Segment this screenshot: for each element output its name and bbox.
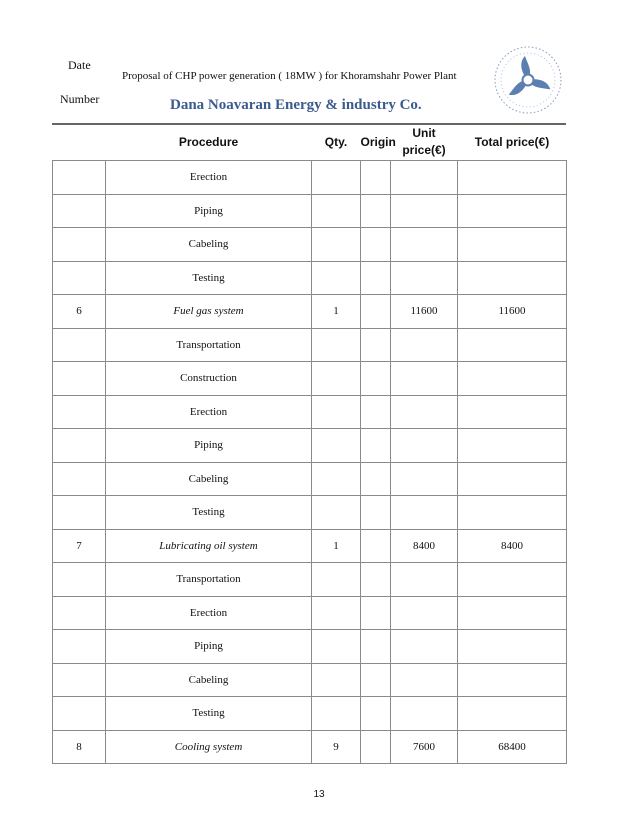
total-price-cell [458, 261, 567, 295]
origin-cell [361, 529, 391, 563]
procedure-cell: Piping [106, 429, 312, 463]
table-row [53, 328, 567, 362]
procedure-cell: Testing [106, 261, 312, 295]
qty-cell [312, 596, 361, 630]
qty-cell [312, 663, 361, 697]
table-row [53, 663, 567, 697]
procedure-cell: Lubricating oil system [106, 529, 312, 563]
row-number-cell [53, 161, 106, 195]
origin-cell [361, 596, 391, 630]
row-number-cell [53, 697, 106, 731]
qty-cell [312, 697, 361, 731]
unit-price-cell [391, 496, 458, 530]
procedure-cell: Cabeling [106, 228, 312, 262]
qty-cell [312, 496, 361, 530]
company-logo-icon [492, 44, 564, 116]
row-number-cell [53, 194, 106, 228]
row-number-cell [53, 261, 106, 295]
table-row [53, 563, 567, 597]
table-row [53, 429, 567, 463]
qty-cell [312, 261, 361, 295]
table-row [53, 596, 567, 630]
row-number-cell [53, 462, 106, 496]
procedure-cell: Piping [106, 630, 312, 664]
unit-price-cell [391, 328, 458, 362]
qty-cell: 1 [312, 295, 361, 329]
row-number-cell [53, 395, 106, 429]
qty-cell [312, 462, 361, 496]
row-number-cell [53, 496, 106, 530]
qty-cell [312, 228, 361, 262]
origin-cell [361, 630, 391, 664]
table-row [53, 161, 567, 195]
unit-price-cell: 8400 [391, 529, 458, 563]
procedure-cell: Erection [106, 596, 312, 630]
total-price-cell [458, 496, 567, 530]
number-label: Number [60, 92, 100, 106]
proposal-title: Proposal of CHP power generation ( 18MW ) for Khoramshahr Power Plant [122, 70, 457, 82]
unit-price-cell [391, 194, 458, 228]
qty-cell [312, 328, 361, 362]
procedure-cell: Testing [106, 496, 312, 530]
total-price-cell [458, 596, 567, 630]
table-row [53, 194, 567, 228]
procedure-cell: Cooling system [106, 730, 312, 764]
total-price-cell: 11600 [458, 295, 567, 329]
table-row [53, 362, 567, 396]
table-row [53, 228, 567, 262]
origin-cell [361, 295, 391, 329]
total-price-cell [458, 328, 567, 362]
row-number-cell [53, 362, 106, 396]
total-price-cell: 8400 [458, 529, 567, 563]
table-row [53, 529, 567, 563]
origin-cell [361, 496, 391, 530]
unit-price-cell [391, 228, 458, 262]
total-price-cell [458, 161, 567, 195]
unit-price-cell [391, 697, 458, 731]
origin-cell [361, 462, 391, 496]
unit-price-cell [391, 261, 458, 295]
total-price-cell [458, 697, 567, 731]
unit-price-cell [391, 395, 458, 429]
unit-price-cell [391, 362, 458, 396]
unit-price-cell: 11600 [391, 295, 458, 329]
unit-price-cell: 7600 [391, 730, 458, 764]
qty-cell [312, 630, 361, 664]
total-price-cell [458, 228, 567, 262]
row-number-cell [53, 563, 106, 597]
col-header-unit-price: Unit price(€) [391, 124, 458, 161]
procedure-cell: Cabeling [106, 663, 312, 697]
procedure-table [52, 124, 567, 764]
col-header-total-price: Total price(€) [458, 124, 567, 161]
total-price-cell [458, 462, 567, 496]
unit-price-cell [391, 161, 458, 195]
unit-price-cell [391, 663, 458, 697]
procedure-cell: Fuel gas system [106, 295, 312, 329]
procedure-cell: Erection [106, 161, 312, 195]
unit-price-cell [391, 429, 458, 463]
total-price-cell [458, 630, 567, 664]
origin-cell [361, 395, 391, 429]
date-label: Date [68, 58, 91, 72]
qty-cell [312, 362, 361, 396]
qty-cell [312, 429, 361, 463]
row-number-cell: 7 [53, 529, 106, 563]
procedure-cell: Transportation [106, 328, 312, 362]
row-number-cell [53, 429, 106, 463]
qty-cell [312, 194, 361, 228]
origin-cell [361, 429, 391, 463]
origin-cell [361, 261, 391, 295]
origin-cell [361, 663, 391, 697]
unit-price-cell [391, 563, 458, 597]
qty-cell [312, 563, 361, 597]
table-row [53, 697, 567, 731]
qty-cell: 1 [312, 529, 361, 563]
table-row [53, 261, 567, 295]
qty-cell: 9 [312, 730, 361, 764]
procedure-cell: Construction [106, 362, 312, 396]
row-number-cell [53, 630, 106, 664]
table-row [53, 395, 567, 429]
row-number-cell: 8 [53, 730, 106, 764]
total-price-cell [458, 362, 567, 396]
unit-price-cell [391, 596, 458, 630]
row-number-cell: 6 [53, 295, 106, 329]
company-name: Dana Noavaran Energy & industry Co. [170, 97, 422, 113]
col-header-origin: Origin [361, 124, 391, 161]
row-number-cell [53, 328, 106, 362]
total-price-cell [458, 395, 567, 429]
table-row [53, 496, 567, 530]
origin-cell [361, 697, 391, 731]
origin-cell [361, 563, 391, 597]
table-row [53, 295, 567, 329]
unit-price-cell [391, 462, 458, 496]
col-header-procedure: Procedure [106, 124, 312, 161]
table-row [53, 730, 567, 764]
qty-cell [312, 161, 361, 195]
total-price-cell [458, 194, 567, 228]
origin-cell [361, 194, 391, 228]
unit-price-cell [391, 630, 458, 664]
table-row [53, 630, 567, 664]
procedure-cell: Erection [106, 395, 312, 429]
procedure-cell: Cabeling [106, 462, 312, 496]
origin-cell [361, 362, 391, 396]
origin-cell [361, 228, 391, 262]
qty-cell [312, 395, 361, 429]
col-header-qty: Qty. [312, 124, 361, 161]
origin-cell [361, 328, 391, 362]
row-number-cell [53, 596, 106, 630]
procedure-cell: Testing [106, 697, 312, 731]
total-price-cell: 68400 [458, 730, 567, 764]
row-number-cell [53, 228, 106, 262]
procedure-cell: Piping [106, 194, 312, 228]
procedure-cell: Transportation [106, 563, 312, 597]
page-number: 13 [313, 789, 325, 800]
total-price-cell [458, 429, 567, 463]
total-price-cell [458, 563, 567, 597]
origin-cell [361, 730, 391, 764]
table-row [53, 462, 567, 496]
row-number-cell [53, 663, 106, 697]
origin-cell [361, 161, 391, 195]
table-header-row [53, 124, 567, 161]
col-header-no [53, 124, 106, 161]
total-price-cell [458, 663, 567, 697]
